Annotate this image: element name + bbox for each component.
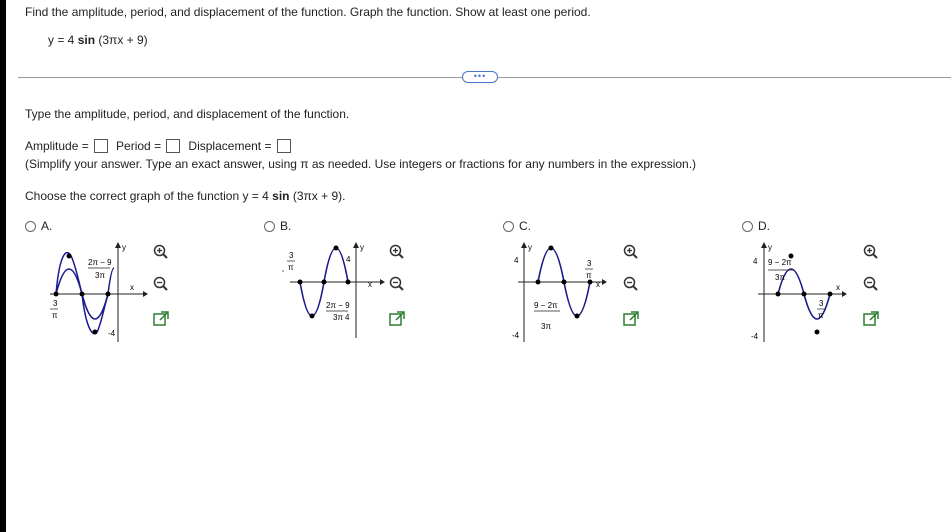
graph-b [280,238,390,348]
y-axis-arrow [761,242,767,248]
y-axis-label: y [528,243,532,252]
label-top-den: π [586,271,592,280]
point [588,280,593,285]
question-text: Find the amplitude, period, and displacement of the function. Graph the function. Show at least one period. [25,5,591,19]
point [67,254,72,259]
point [106,292,111,297]
option-d-label: D. [758,219,770,233]
point [828,292,833,297]
point [549,246,554,251]
label-bot-num: 2π − 9 [326,301,350,310]
y-axis-label: y [122,243,126,252]
hint-text: (Simplify your answer. Type an exact answer, using π as needed. Use integers or fractions for any numbers in the expression.) [25,157,697,171]
option-a-label: A. [41,219,53,233]
point [310,314,315,319]
y-axis-arrow [115,242,121,248]
label-bot-den: 3π [541,322,551,331]
amplitude-input[interactable] [94,139,108,153]
option-b-radio[interactable] [264,221,275,232]
point [575,314,580,319]
y-max-label: 4 [753,257,758,266]
label-left-num: 3 [53,299,58,308]
point [54,292,59,297]
point [298,280,303,285]
point [536,280,541,285]
option-a-radio[interactable] [25,221,36,232]
x-axis-arrow [842,291,847,297]
x-axis-label: x [368,280,372,289]
label-top-num: 2π − 9 [88,258,112,267]
y-axis-arrow [521,242,527,248]
graph-c [510,238,610,348]
zoom-in-icon[interactable] [152,243,170,261]
option-d[interactable] [742,219,770,233]
expand-icon[interactable] [622,310,640,328]
x-axis-arrow [143,291,148,297]
more-button[interactable]: ••• [462,71,498,83]
period-label: Period = [116,139,165,153]
window-edge [0,0,6,532]
label-left-den: π [52,311,58,320]
label-bot-den: 3π [333,313,343,322]
displacement-label: Displacement = [188,139,275,153]
zoom-out-icon[interactable] [862,275,880,293]
option-b-label: B. [280,219,292,233]
x-axis-arrow [602,279,607,285]
point [80,292,85,297]
option-d-radio[interactable] [742,221,753,232]
point [776,292,781,297]
label-bot-num: 3 [819,299,824,308]
y-min-label: 4 [345,313,350,322]
y-min-label: -4 [108,329,116,338]
choose-graph-text: Choose the correct graph of the function y = 4 sin (3πx + 9). [25,189,346,203]
y-axis-arrow [353,242,359,248]
label-top-num: 3 [587,259,592,268]
x-axis-arrow [380,279,385,285]
point [802,292,807,297]
point [334,246,339,251]
zoom-in-icon[interactable] [622,243,640,261]
label-top-den: π [288,263,294,272]
y-max-label: 4 [346,255,351,264]
label-top-den: 3π [95,271,105,280]
label-top-num: 3 [289,251,294,260]
graph-a [48,238,148,348]
option-c-label: C. [519,219,531,233]
label-bot-den: π [818,311,824,320]
y-min-label: -4 [751,332,759,341]
point [815,330,820,335]
y-min-label: -4 [512,331,520,340]
label-top-num: 9 − 2π [768,258,792,267]
x-axis-label: x [596,280,600,289]
point [93,330,98,335]
graph-d [750,238,850,348]
point [346,280,351,285]
expand-icon[interactable] [862,310,880,328]
label-bot-num: 9 − 2π [534,301,558,310]
option-a[interactable] [25,219,52,233]
point [322,280,327,285]
option-b[interactable] [264,219,291,233]
function-expression: y = 4 sin (3πx + 9) [48,33,148,47]
expand-icon[interactable] [388,310,406,328]
option-c[interactable] [503,219,531,233]
y-axis-label: y [360,243,364,252]
zoom-out-icon[interactable] [152,275,170,293]
part1-instruction: Type the amplitude, period, and displacement of the function. [25,107,350,121]
x-axis-label: x [836,283,840,292]
zoom-in-icon[interactable] [862,243,880,261]
expand-icon[interactable] [152,310,170,328]
answer-row [25,139,299,153]
displacement-input[interactable] [277,139,291,153]
zoom-out-icon[interactable] [388,275,406,293]
label-top-den: 3π [775,273,785,282]
y-axis-label: y [768,243,772,252]
option-c-radio[interactable] [503,221,514,232]
amplitude-label: Amplitude = [25,139,93,153]
zoom-in-icon[interactable] [388,243,406,261]
y-max-label: 4 [514,256,519,265]
point [562,280,567,285]
zoom-out-icon[interactable] [622,275,640,293]
period-input[interactable] [166,139,180,153]
x-axis-label: x [130,283,134,292]
